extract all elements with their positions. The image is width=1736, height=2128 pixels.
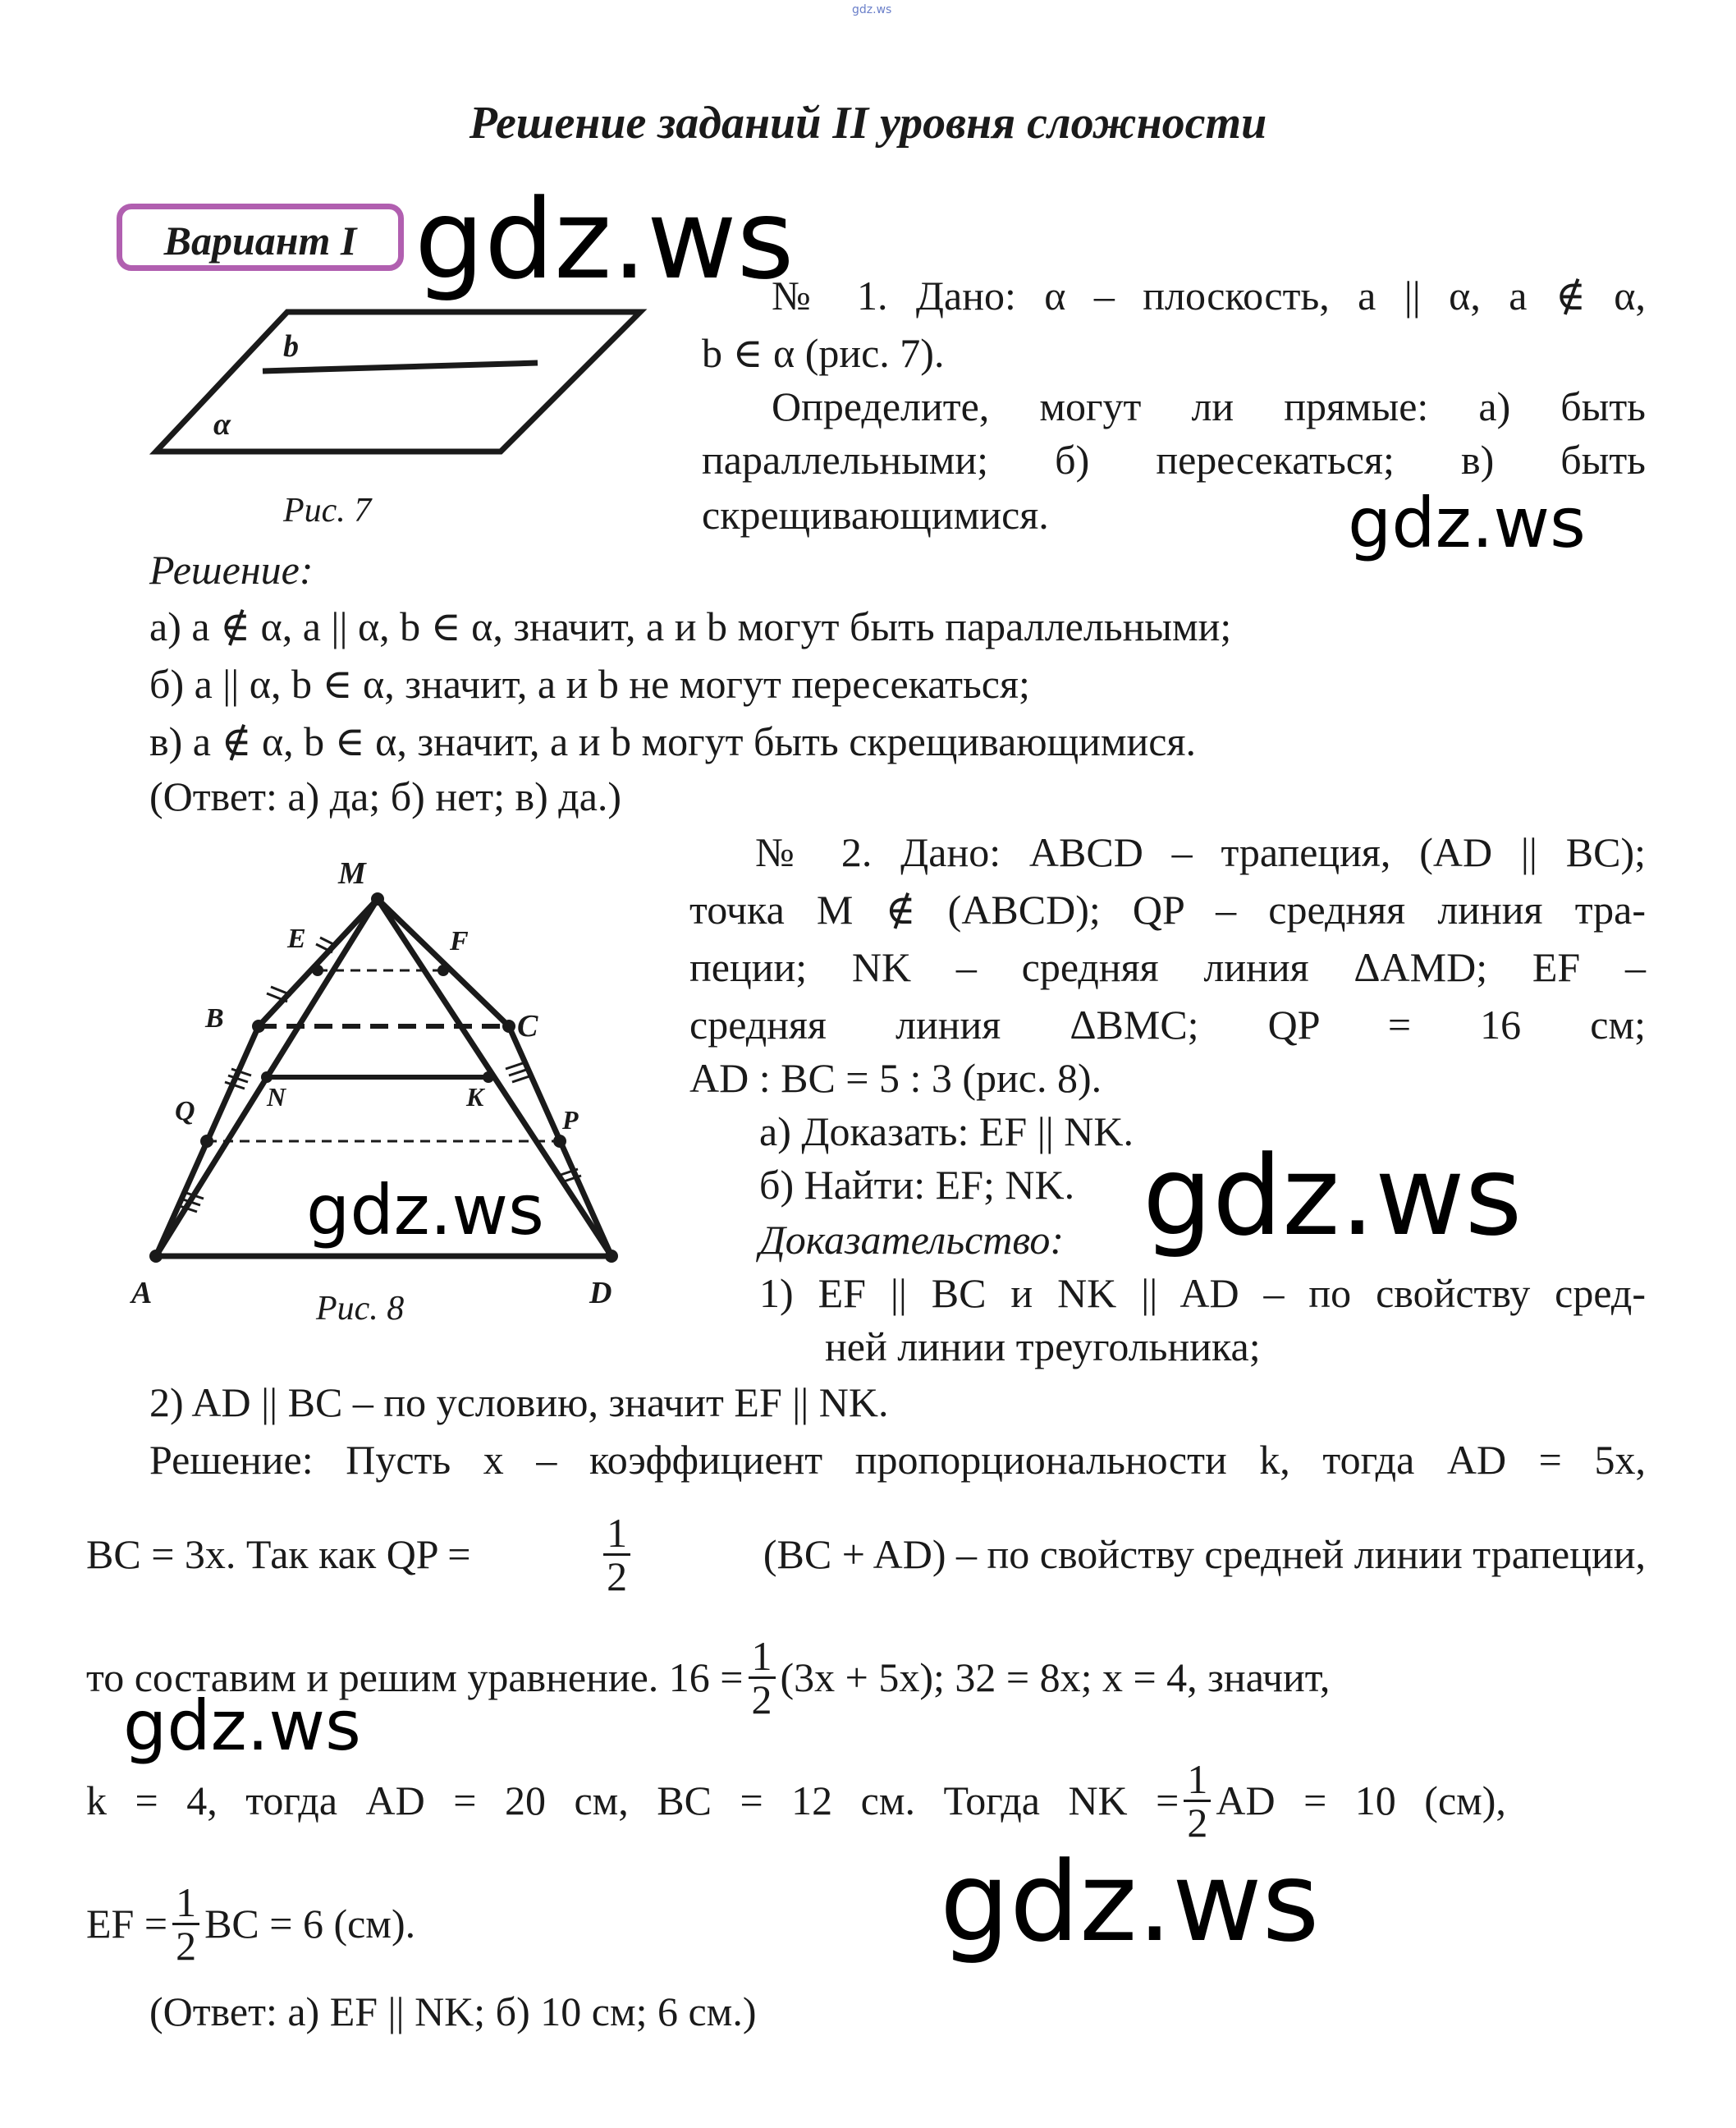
solution-2-pre: BC = 3x. Так как QP = — [86, 1531, 471, 1577]
line-b — [263, 363, 538, 371]
task2-line1: № 2. Дано: ABCD – трапеция, (AD || BC); — [755, 829, 1646, 875]
task2-solution-4 — [86, 1747, 1646, 1854]
fig8-label-F: F — [450, 926, 469, 956]
fig8-label-C: C — [517, 1009, 538, 1043]
variant-label-text: Вариант I — [163, 218, 357, 264]
task1-line1: № 1. Дано: α – плоскость, a || α, a ∉ α, — [772, 273, 1646, 319]
watermark: gdz.ws — [415, 176, 795, 304]
fig8-caption: Рис. 8 — [316, 1290, 405, 1328]
fig8-label-M: M — [338, 856, 366, 891]
top-mark: gdz.ws — [852, 3, 892, 16]
fraction-half: $\frac{1}{2}$ — [172, 1882, 199, 1966]
watermark: gdz.ws — [123, 1685, 361, 1766]
task2-solution-3 — [86, 1624, 1646, 1731]
edge-MB — [259, 899, 378, 1026]
solution-3-post: (3x + 5x); 32 = 8x; x = 4, значит, — [780, 1654, 1331, 1700]
fraction-half: $\frac{1}{2}$ — [1184, 1759, 1211, 1843]
task2-solution-5 — [86, 1870, 415, 1977]
fig8-label-E: E — [287, 924, 306, 954]
task1-line3: Определите, могут ли прямые: а) быть — [772, 383, 1646, 429]
task2-proof-1b: ней линии треугольника; — [825, 1323, 1261, 1369]
task2-solution-1: Решение: Пусть x – коэффициент пропорциональности k, тогда AD = 5x, — [149, 1437, 1646, 1483]
figure-7 — [140, 304, 657, 476]
figure-8 — [123, 870, 648, 1330]
task2-line3: пеции; NK – средняя линия ΔAMD; EF – — [689, 944, 1646, 990]
variant-label — [117, 204, 404, 271]
solution-5-pre: EF = — [86, 1901, 168, 1947]
edge-MC — [378, 899, 509, 1026]
task2-line5: AD : BC = 5 : 3 (рис. 8). — [689, 1055, 1102, 1101]
watermark: gdz.ws — [1348, 483, 1586, 563]
solution-2-post: (BC + AD) – по свойству средней линии трапеции, — [763, 1531, 1646, 1577]
fig8-label-P: P — [562, 1105, 579, 1135]
watermark: gdz.ws — [940, 1838, 1320, 1966]
fig8-label-A: A — [131, 1276, 153, 1310]
task2-line2: точка M ∉ (ABCD); QP – средняя линия тра- — [689, 887, 1646, 933]
task2-answer: (Ответ: а) EF || NK; б) 10 см; 6 см.) — [149, 1988, 757, 2034]
task1-answer: (Ответ: а) да; б) нет; в) да.) — [149, 773, 622, 819]
fig8-label-N: N — [267, 1082, 286, 1112]
task1-line2: b ∈ α (рис. 7). — [702, 330, 945, 376]
task2-solution-2 — [86, 1501, 1646, 1607]
page-title: Решение заданий II уровня сложности — [469, 98, 1267, 149]
fig8-label-D: D — [589, 1276, 612, 1310]
solution-3-pre: то составим и решим уравнение. 16 = — [86, 1654, 744, 1700]
fraction-half: $\frac{1}{2}$ — [749, 1635, 776, 1720]
task2-proof-heading: Доказательство: — [759, 1217, 1065, 1263]
task1-solution-b: б) a || α, b ∈ α, значит, a и b не могут пересекаться; — [149, 661, 1030, 707]
solution-4-pre: k = 4, тогда AD = 20 см, BC = 12 см. Тогда NK = — [86, 1777, 1179, 1823]
task2-prove: а) Доказать: EF || NK. — [759, 1108, 1134, 1154]
task2-proof-2: 2) AD || BC – по условию, значит EF || NK. — [149, 1379, 889, 1425]
fig7-label-b: b — [283, 329, 299, 364]
fig8-label-B: B — [205, 1003, 224, 1034]
fig7-caption: Рис. 7 — [283, 492, 372, 530]
task1-solution-c: в) a ∉ α, b ∈ α, значит, a и b могут быть скрещивающимися. — [149, 718, 1196, 764]
task1-solution-heading: Решение: — [149, 547, 314, 593]
task1-line5: скрещивающимися. — [702, 492, 1049, 538]
fraction-half: $\frac{1}{2}$ — [603, 1512, 630, 1597]
solution-5-post: BC = 6 (см). — [204, 1901, 416, 1947]
task1-line4: параллельными; б) пересекаться; в) быть — [702, 437, 1646, 483]
solution-4-post: AD = 10 (см), — [1216, 1777, 1506, 1823]
watermark: gdz.ws — [1143, 1132, 1523, 1260]
fig7-label-alpha: α — [213, 407, 231, 442]
fig8-label-K: K — [466, 1082, 484, 1112]
task2-line4: средняя линия ΔBMC; QP = 16 см; — [689, 1002, 1646, 1048]
task2-proof-1a: 1) EF || BC и NK || AD – по свойству сред- — [759, 1270, 1646, 1316]
task1-solution-a: а) a ∉ α, a || α, b ∈ α, значит, a и b могут быть параллельными; — [149, 603, 1232, 649]
watermark: gdz.ws — [306, 1170, 544, 1250]
task2-find: б) Найти: EF; NK. — [759, 1162, 1075, 1208]
fig8-label-Q: Q — [175, 1096, 195, 1126]
